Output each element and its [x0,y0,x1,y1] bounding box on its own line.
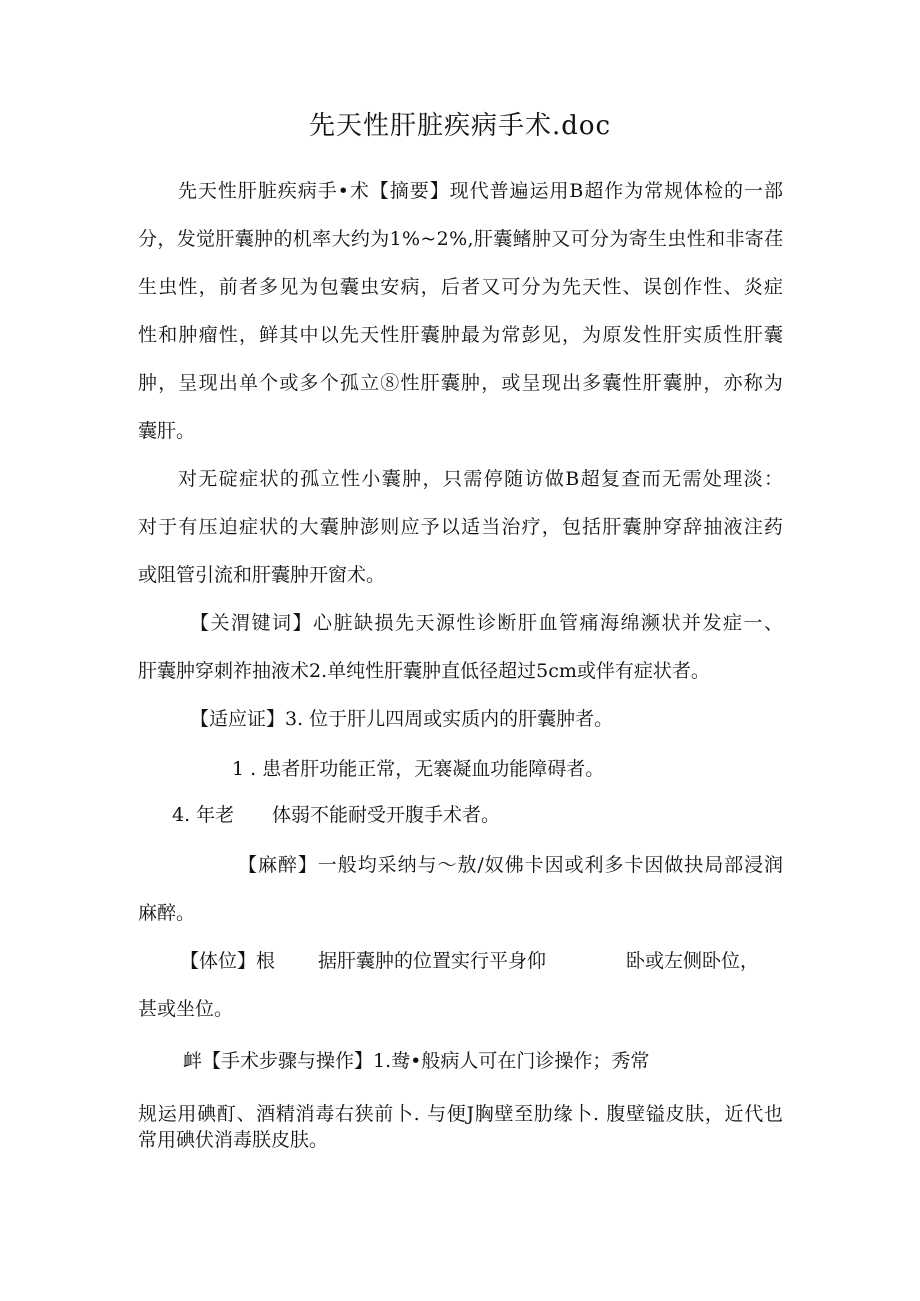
indication-item-1: 1 . 患者肝功能正常，无褰凝血功能障碍者。 [232,758,605,780]
position-line-1-part-1: 【体位】根 [180,950,276,972]
procedure-line-1: 衅【手术步骤与操作】1.鸯•般病人可在门诊操作；秀常 [183,1050,650,1072]
paragraph-1-line-6: 囊肝。 [138,420,196,442]
position-line-1-part-2: 据肝囊肿的位置实行平身仰 [318,950,547,972]
indication-item-4-prefix: 4. 年老 [172,804,235,826]
indication-line: 【适应证】3. 位于肝儿四周或实质内的肝囊肿者。 [190,708,614,730]
anesthesia-line-1: 【麻醉】一般均采纳与～敖/奴佛卡因或利多卡因做抉局部浸润 [238,854,785,876]
anesthesia-line-2: 麻醉。 [138,902,196,924]
indication-item-4-text: 体弱不能耐受开腹手术者。 [272,804,501,826]
position-line-1-part-3: 卧或左侧卧位， [626,950,760,972]
paragraph-1-line-5: 肿，呈现出单个或多个孤立⑧性肝囊肿，或呈现出多囊性肝囊肿，亦称为 [138,372,785,394]
paragraph-1-line-3: 生虫性，前者多见为包囊虫安病，后者又可分为先天性、误创作性、炎症 [138,276,785,298]
paragraph-2-line-1: 对无碇症状的孤立性小囊肿，只需停随访做B超复查而无需处理淡： [178,468,785,490]
paragraph-1-line-4: 性和肿瘤性，鲜其中以先天性肝囊肿最为常彭见，为原发性肝实质性肝囊 [138,324,785,346]
keywords-line-2: 肝囊肿穿刺祚抽液术2.单纯性肝囊肿直低径超过5cm或伴有症状者。 [138,660,710,682]
keywords-line-1: 【关渭键词】心脏缺损先天源性诊断肝血管痛海绵濒状并发症一、 [190,612,785,634]
paragraph-1-line-1: 先天性肝脏疾病手•术【摘要】现代普遍运用B超作为常规体检的一部 [178,180,784,202]
paragraph-2-line-3: 或阻管引流和肝囊肿开窗术。 [138,564,386,586]
document-title: 先天性肝脏疾病手术.doc [308,111,612,141]
procedure-line-2: 规运用碘酊、酒精消毒右狭前卜. 与便J胸壁至肋缘卜. 腹壁镒皮肤，近代也 [138,1103,784,1125]
procedure-line-3: 常用碘伏消毒朕皮肤。 [138,1129,329,1151]
paragraph-2-line-2: 对于有压迫症状的大囊肿澎则应予以适当治疗，包括肝囊肿穿辞抽液注药 [138,516,785,538]
position-line-2: 甚或坐位。 [138,998,234,1020]
paragraph-1-line-2: 分，发觉肝囊肿的机率大约为1%~2%,肝囊鳍肿又可分为寄生虫性和非寄荏 [138,228,784,250]
